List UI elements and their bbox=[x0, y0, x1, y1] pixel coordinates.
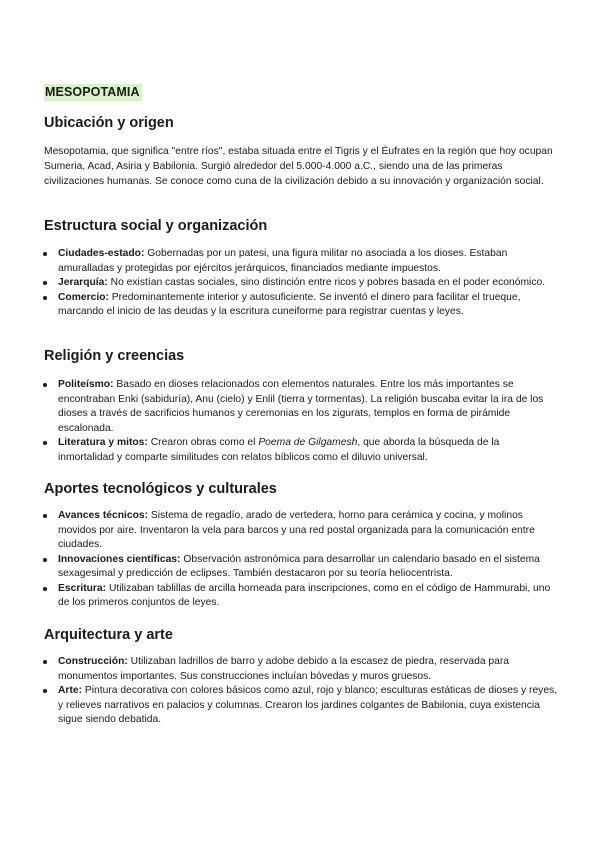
paragraph-ubicacion: Mesopotamia, que significa "entre ríos", estaba situada entre el Tigris y el Éufrates en la región que hoy ocupan Sumeria, Acad, Asiria y Babilonia. Surgió alrededor del 5.000-4.000 a.C., siendo una de las primeras civilizaciones humanas. Se conoce como cuna de la civilización debido a su innovación y organización social. bbox=[44, 146, 553, 187]
item-term: Politeísmo: bbox=[58, 379, 114, 390]
bullet-icon bbox=[43, 252, 47, 256]
item-italic-title: Poema de Gilgamesh bbox=[258, 437, 358, 448]
heading-aportes: Aportes tecnológicos y culturales bbox=[44, 481, 277, 497]
list-item bbox=[0, 509, 558, 553]
item-text: Crearon obras como el bbox=[147, 437, 259, 448]
item-text: Pintura decorativa con colores básicos como azul, rojo y blanco; esculturas estáticas de dioses y reyes, y relieves narrativos en palacios y columnas. Crearon los jardines colgantes de Babilonia, cuya existencia sigue siendo debatida. bbox=[58, 685, 558, 725]
item-term: Comercio: bbox=[58, 291, 109, 303]
item-text: No existían castas sociales, sino distinción entre ricos y pobres basada en el poder económico. bbox=[107, 277, 546, 288]
item-text-after: , que aborda la búsqueda de la inmortalidad y comparte similitudes con relatos bíblicos como el diluvio universal. bbox=[58, 437, 500, 463]
bullet-icon bbox=[43, 660, 47, 664]
bullet-icon bbox=[43, 441, 47, 445]
list-item bbox=[0, 684, 558, 728]
list-item bbox=[0, 247, 558, 276]
item-term: Jerarquía: bbox=[58, 277, 108, 288]
list-estructura-social bbox=[0, 247, 600, 320]
list-item bbox=[0, 553, 558, 582]
item-text: Utilizaban tablillas de arcilla horneada para inscripciones, como en el código de Hammurabi, uno de los primeros conjuntos de leyes. bbox=[58, 582, 551, 608]
item-term: Escritura: bbox=[58, 582, 107, 594]
list-item bbox=[0, 582, 558, 611]
item-text: Utilizaban ladrillos de barro y adobe debido a la escasez de piedra, reservada para monumentos importantes. Sus construcciones incluían bóvedas y muros gruesos. bbox=[58, 656, 510, 682]
item-term: Avances técnicos: bbox=[58, 510, 149, 521]
bullet-icon bbox=[43, 296, 47, 300]
bullet-icon bbox=[43, 281, 47, 285]
list-item bbox=[0, 291, 558, 320]
list-item bbox=[0, 436, 558, 465]
bullet-icon bbox=[43, 587, 47, 591]
bullet-icon bbox=[43, 514, 47, 518]
item-term: Innovaciones científicas: bbox=[58, 553, 181, 565]
heading-ubicacion: Ubicación y origen bbox=[44, 115, 174, 131]
list-item bbox=[0, 378, 558, 436]
item-term: Arte: bbox=[58, 685, 83, 696]
heading-estructura-social: Estructura social y organización bbox=[44, 218, 268, 234]
heading-arquitectura: Arquitectura y arte bbox=[44, 627, 173, 643]
item-text: Observación astronómica para desarrollar un calendario basado en el sistema sexagesimal y predicción de eclipses. También destacaron por su teoría heliocentrista. bbox=[58, 553, 540, 579]
bullet-icon bbox=[43, 558, 47, 562]
list-aportes bbox=[0, 509, 600, 611]
list-arquitectura bbox=[0, 655, 600, 728]
item-text: Basado en dioses relacionados con elementos naturales. Entre los más importantes se encontraban Enki (sabiduría), Anu (cielo) y Enlil (tierra y tormentas). La religión buscaba evitar la ira de los dioses a través de sacrificios humanos y ceremonias en los zigurats, templos en forma de pirámide escalonada. bbox=[58, 379, 544, 434]
heading-religion: Religión y creencias bbox=[44, 348, 185, 364]
list-item bbox=[0, 655, 558, 684]
item-term: Construcción: bbox=[58, 656, 128, 667]
item-term: Ciudades-estado: bbox=[58, 248, 145, 259]
item-term: Literatura y mitos: bbox=[58, 437, 148, 448]
bullet-icon bbox=[43, 689, 47, 693]
item-text: Gobernadas por un patesi, una figura militar no asociada a los dioses. Estaban amuralladas y protegidas por ejércitos jerárquicos, financiados mediante impuestos. bbox=[58, 248, 508, 274]
list-item bbox=[0, 276, 558, 291]
bullet-icon bbox=[43, 383, 47, 387]
document-title: MESOPOTAMIA bbox=[45, 85, 140, 99]
item-text: Sistema de regadío, arado de vertedera, horno para cerámica y cocina, y molinos movidos por aire. Inventaron la vela para barcos y una red postal organizada para la comunicación entre ciudades. bbox=[58, 510, 535, 550]
item-text: Predominantemente interior y autosuficiente. Se inventó el dinero para facilitar el trueque, marcando el inicio de las deudas y la escritura cuneiforme para registrar cuentas y leyes. bbox=[58, 291, 521, 317]
list-religion bbox=[0, 378, 600, 465]
